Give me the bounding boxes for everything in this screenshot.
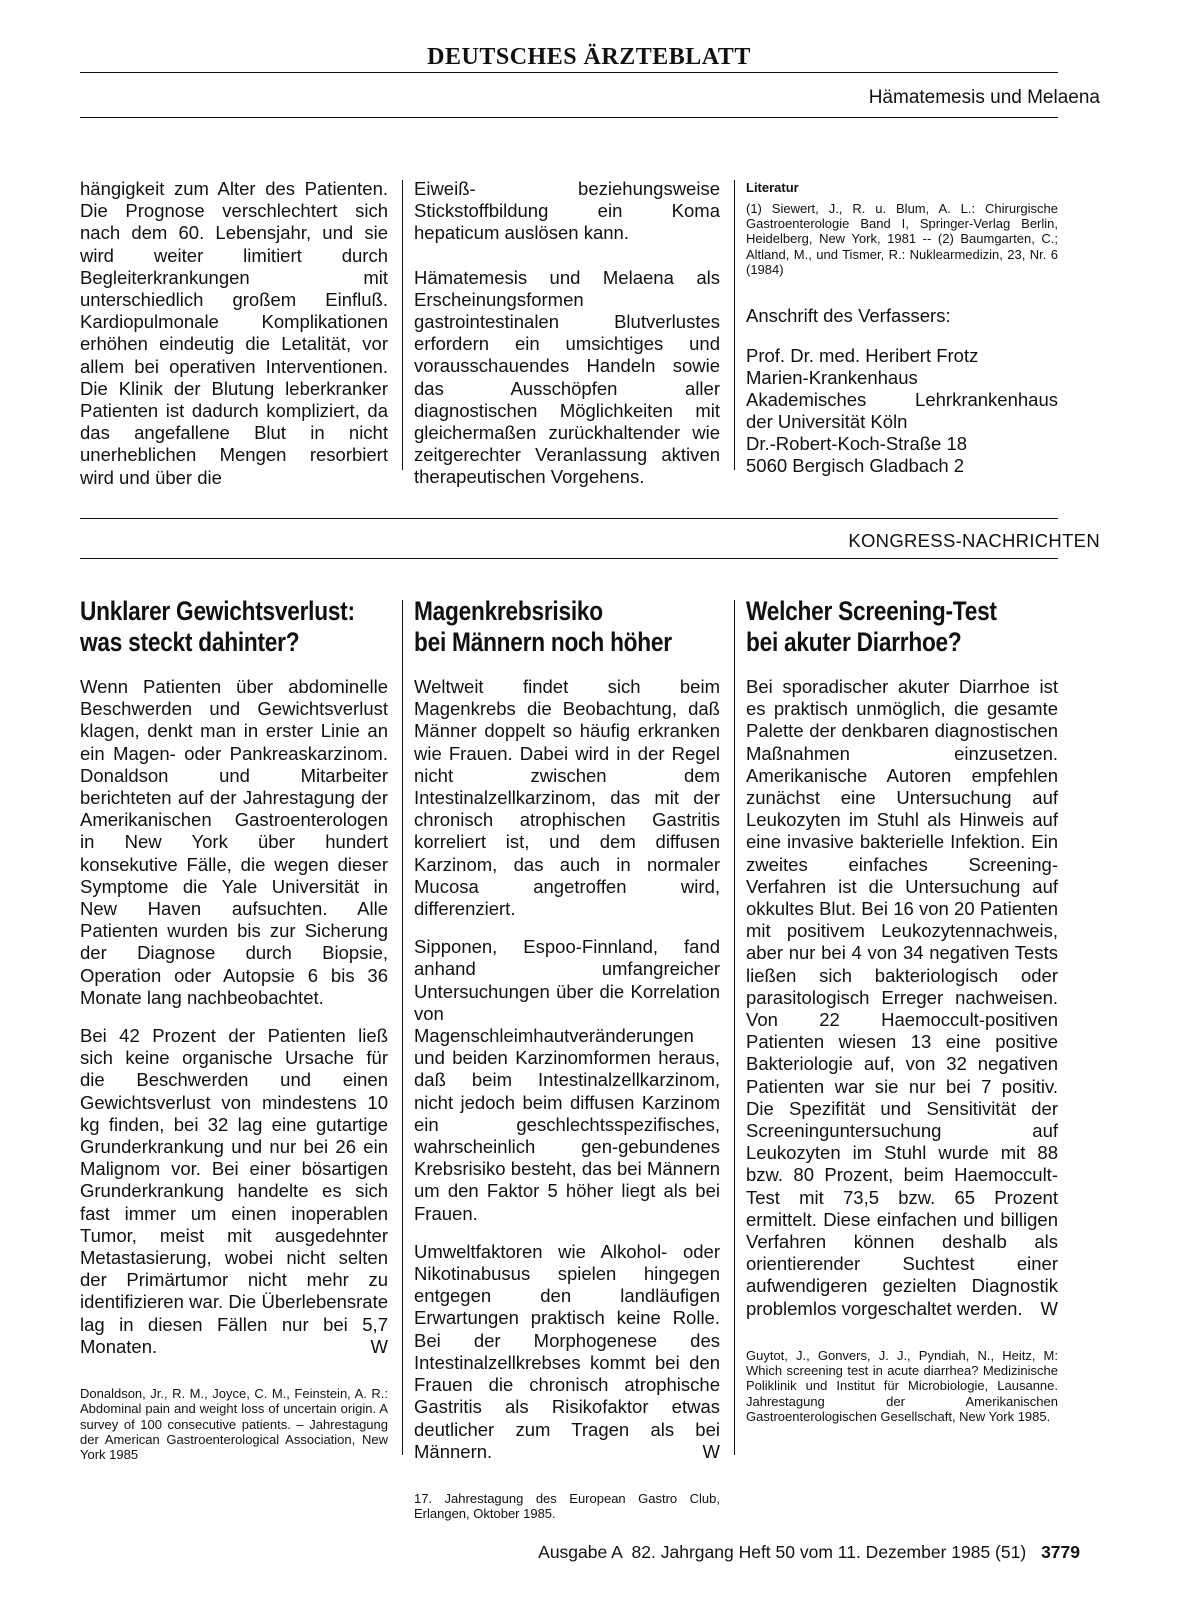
column-divider <box>402 600 403 1455</box>
literature-title: Literatur <box>746 180 799 195</box>
masthead-rule <box>80 72 1058 73</box>
address-line: Dr.-Robert-Koch-Straße 18 <box>746 433 968 455</box>
article-2-reference: 17. Jahrestagung des European Gastro Club, Erlangen, Oktober 1985. <box>414 1490 720 1522</box>
article-1-paragraph-2-text: Bei 42 Prozent der Patienten ließ sich keine organische Ursache für die Beschwerden und einen Gewichtsverlust von mindestens 10 kg finden, bei 32 lag eine gutartige Grunderkrankung und nur bei 26 ein Malignom vor. Bei einer bösartigen Grunderkrankung handelte es sich fast immer um einen inoperablen Tumor, meist mit ausgedehnter Metastasierung, wobei nicht selten der Primärtumor nicht mehr zu identifizieren war. Die Überlebensrate lag in diesen Fällen nur bei 5,7 Monaten. <box>80 1025 388 1357</box>
article-3-headline <box>746 596 1008 658</box>
article-2-paragraph-2: Sipponen, Espoo-Finnland, fand anhand umfangreicher Untersuchungen über die Korrelation von Magenschleimhautveränderungen und beiden Karzinomformen heraus, daß beim Intestinalzellkarzinom, nicht jedoch beim diffusen Karzinom ein geschlechtsspezifisches, wahrscheinlich gen-gebundenes Krebsrisiko besteht, das bei Männern um den Faktor 5 höher liegt als bei Frauen. <box>414 936 720 1224</box>
article-2-headline-line-2: bei Männern noch höher <box>414 627 672 657</box>
top-column-1 <box>80 178 388 505</box>
column-divider <box>402 180 403 470</box>
section-label: KONGRESS-NACHRICHTEN <box>848 530 1100 551</box>
article-3-paragraph-1 <box>746 676 1058 1320</box>
article-2-paragraph-3-text: Umweltfaktoren wie Alkohol- oder Nikotinabusus spielen hingegen entgegen den landläufigen Erwartungen praktisch keine Rolle. Bei der Morphogenese des Intestinalzellkrebses kommt bei den Frauen die chronisch atrophische Gastritis als Risikofaktor etwas deutlicher zum Tragen als bei Männern. <box>414 1240 720 1462</box>
top-col2-paragraph-1: Eiweiß- beziehungsweise Stickstoffbildung ein Koma hepaticum auslösen kann. <box>414 178 720 244</box>
article-3-reference: Guytot, J., Gonvers, J. J., Pyndiah, N., Heitz, M: Which screening test in acute diarrhea? Medizinische Poliklinik und Institut für Microbiologie, Lausanne. Jahrestagung der Amerikanischen Gastroenterologischen Gesellschaft, New York 1985. <box>746 1347 1058 1424</box>
address-line: der Universität Köln <box>746 411 908 433</box>
article-3-paragraph-1-text: Bei sporadischer akuter Diarrhoe ist es praktisch unmöglich, die gesamte Palette der denkbaren diagnostischen Maßnahmen einzusetzen. Amerikanische Autoren empfehlen zunächst eine Untersuchung auf Leukozyten im Stuhl als Hinweis auf eine invasive bakterielle Infektion. Ein zweites einfaches Screening-Verfahren ist die Untersuchung auf okkultes Blut. Bei 16 von 20 Patienten mit positivem Leukozytennachweis, aber nur bei 4 von 34 negativen Tests ließen sich bakteriologisch oder parasitologisch Erreger nachweisen. Von 22 Haemoccult-positiven Patienten wiesen 13 eine positive Bakteriologie auf, von 32 negativen Patienten war sie nur bei 7 positiv. Die Spezifität und Sensitivität der Screeninguntersuchung auf Leukozyten im Stuhl wurde mit 88 bzw. 80 Prozent, beim Haemoccult-Test mit 73,5 bzw. 65 Prozent ermittelt. Diese einfachen und billigen Verfahren können deshalb als orientierender Suchtest einer aufwendigeren gezielten Diagnostik problemlos vorgeschaltet werden. <box>746 676 1058 1319</box>
masthead: DEUTSCHES ÄRZTEBLATT <box>427 44 751 70</box>
article-3-headline-line-1: Welcher Screening-Test <box>746 596 997 626</box>
article-1 <box>80 596 388 1462</box>
article-3-headline-line-2: bei akuter Diarrhoe? <box>746 627 962 657</box>
article-1-reference: Donaldson, Jr., R. M., Joyce, C. M., Feinstein, A. R.: Abdominal pain and weight loss of uncertain origin. A survey of 100 consecutive patients. – Jahrestagung der American Gastroenterological Association, New York 1985 <box>80 1386 388 1462</box>
article-2-paragraph-1: Weltweit findet sich beim Magenkrebs die Beobachtung, daß Männer doppelt so häufig erkranken wie Frauen. Dabei wird in der Regel nicht zwischen dem Intestinalzellkarzinom, das mit der chronisch atrophischen Gastritis korreliert ist, und dem diffusen Karzinom, das auch in normaler Mucosa angetroffen wird, differenziert. <box>414 676 720 920</box>
address-line: Akademisches Lehrkrankenhaus <box>746 389 1058 411</box>
top-col2-paragraph-2: Hämatemesis und Melaena als Erscheinungsformen gastrointestinalen Blutverlustes erfordern ein umsichtiges und vorausschauendes Handeln sowie das Ausschöpfen aller diagnostischen Möglichkeiten mit gleichermaßen zurückhaltender wie zeitgerechter Veranlassung aktiven therapeutischen Vorgehens. <box>414 266 720 488</box>
footer-text: Ausgabe A 82. Jahrgang Heft 50 vom 11. Dezember 1985 (51) <box>538 1542 1027 1562</box>
article-2-headline-line-1: Magenkrebsrisiko <box>414 596 603 626</box>
literature-text: (1) Siewert, J., R. u. Blum, A. L.: Chirurgische Gastroenterologie Band I, Springer-Verlag Berlin, Heidelberg, New York, 1981 -- (2) Baumgarten, C.; Altland, M., und Tismer, R.: Nuklearmedizin, 23, Nr. 6 (1984) <box>746 201 1058 277</box>
header-rule <box>80 117 1058 118</box>
top-column-2 <box>414 178 720 505</box>
column-divider <box>734 180 735 470</box>
top-column-3 <box>746 180 1058 477</box>
article-1-headline <box>80 596 355 658</box>
article-1-headline-line-2: was steckt dahinter? <box>80 627 300 657</box>
column-divider <box>734 600 735 1455</box>
article-1-signature: W <box>370 1335 388 1357</box>
section-rule-top <box>80 518 1058 519</box>
article-2-paragraph-3 <box>414 1241 720 1463</box>
article-3 <box>746 596 1058 1424</box>
article-1-paragraph-1: Wenn Patienten über abdominelle Beschwerden und Gewichtsverlust klagen, denkt man in erster Linie an ein Magen- oder Pankreaskarzinom. Donaldson und Mitarbeiter berichteten auf der Jahrestagung der Amerikanischen Gastroenterologen in New York über hundert konsekutive Fälle, die wegen dieser Symptome die Yale Universität in New Haven aufsuchten. Alle Patienten wurden bis zur Sicherung der Diagnose durch Biopsie, Operation oder Autopsie 6 bis 36 Monate lang nachbeobachtet. <box>80 676 388 1008</box>
address-block <box>746 345 1058 477</box>
running-head: Hämatemesis und Melaena <box>868 87 1100 108</box>
section-rule-bottom <box>80 558 1058 559</box>
article-1-headline-line-1: Unklarer Gewichtsverlust: <box>80 596 355 626</box>
page-footer <box>538 1542 1080 1563</box>
article-2-signature: W <box>702 1440 720 1462</box>
article-3-signature: W <box>1040 1297 1058 1319</box>
article-2 <box>414 596 720 1521</box>
address-line: 5060 Bergisch Gladbach 2 <box>746 455 965 477</box>
address-line: Marien-Krankenhaus <box>746 367 918 389</box>
page-number: 3779 <box>1041 1542 1080 1562</box>
address-line: Prof. Dr. med. Heribert Frotz <box>746 345 979 367</box>
address-heading: Anschrift des Verfassers: <box>746 305 951 327</box>
article-2-headline <box>414 596 671 658</box>
article-1-paragraph-2 <box>80 1025 388 1358</box>
top-col1-text: hängigkeit zum Alter des Patienten. Die Prognose verschlechtert sich nach dem 60. Lebensjahr, und sie wird weiter limitiert durch Begleiterkrankungen mit unterschiedlich großem Einfluß. Kardiopulmonale Komplikationen erhöhen eindeutig die Letalität, vor allem bei operativen Interventionen. Die Klinik der Blutung leberkranker Patienten ist dadurch kompliziert, da das angefallene Blut in nicht unerheblichen Mengen resorbiert wird und über die <box>80 178 388 488</box>
